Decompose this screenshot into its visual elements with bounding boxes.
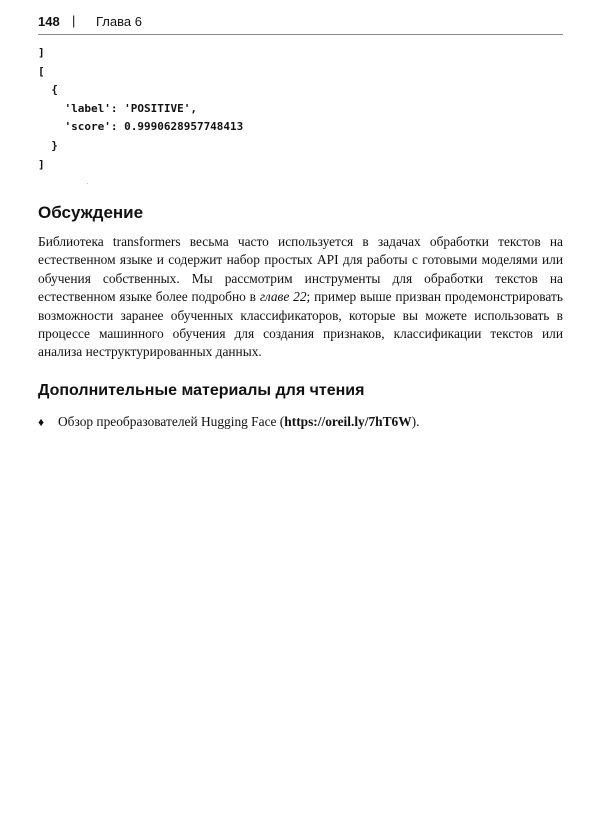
reference-link[interactable]: https://oreil.ly/7hT6W xyxy=(284,414,412,429)
code-line: ] xyxy=(38,46,45,59)
discussion-paragraph xyxy=(38,233,563,362)
paragraph-text-start: Библиотека transformers весьма часто используется в задачах обработки текстов на естественном языке и содержит набор простых API для работы с готовыми моделями или обучения собственных. Мы рассмотрим инструменты для обработки текстов на естественном языке более подробно в xyxy=(38,234,563,305)
item-text: Обзор преобразователей Hugging Face ( xyxy=(58,414,285,429)
further-reading-heading: Дополнительные материалы для чтения xyxy=(38,382,365,399)
code-line: [ xyxy=(38,64,45,78)
page-header xyxy=(38,10,563,35)
header-separator: | xyxy=(72,13,76,28)
code-line: } xyxy=(38,138,58,152)
page-number: 148 xyxy=(38,14,60,29)
chapter-title: Глава 6 xyxy=(96,14,142,29)
item-end: ). xyxy=(411,414,420,429)
code-line: 'score': 0.9990628957748413 xyxy=(38,120,244,134)
code-line: ] xyxy=(38,157,45,171)
diamond-bullet-icon: ♦ xyxy=(38,415,45,429)
chapter-reference: главе 22 xyxy=(259,289,307,305)
code-line: 'label': 'POSITIVE', xyxy=(38,101,197,115)
code-block xyxy=(38,44,243,174)
speck xyxy=(87,183,88,184)
further-reading-item xyxy=(38,414,563,430)
code-line: { xyxy=(38,83,58,97)
discussion-heading: Обсуждение xyxy=(38,203,144,222)
paragraph-text-end: ; пример выше призван продемонстрировать возможности заранее обученных классификаторов, которые вы можете использовать в процессе машинного обучения для создания признаков, классификации текстов или анализа неструктурированных данных. xyxy=(38,289,563,360)
